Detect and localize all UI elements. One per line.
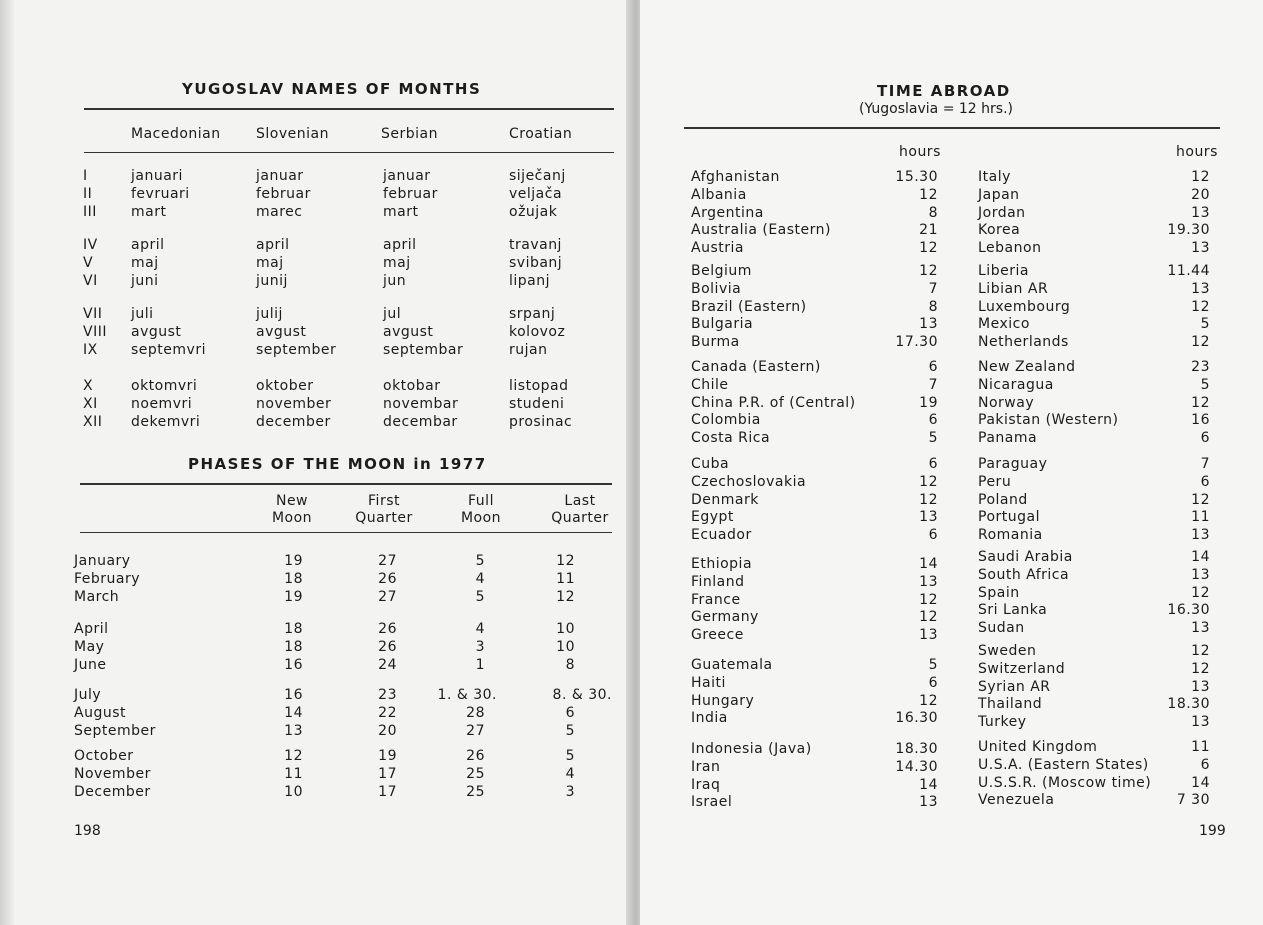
page-number-left: 198	[74, 823, 101, 839]
time-abroad-rule	[684, 127, 1220, 129]
time-value: 12	[919, 491, 938, 508]
time-value: 19.30	[1167, 222, 1210, 239]
time-value: 16.30	[895, 710, 938, 727]
time-value: 7	[1200, 456, 1210, 472]
country-name: Bolivia	[691, 280, 742, 297]
time-value: 18.30	[895, 741, 938, 757]
time-value: 6	[928, 674, 938, 691]
country-name: Sudan	[978, 620, 1025, 637]
moon-value: 17	[378, 784, 397, 800]
country-name: Syrian AR	[978, 678, 1051, 695]
time-value: 13	[1191, 280, 1210, 297]
country-name: Indonesia (Java)	[691, 741, 812, 757]
country-name: Panama	[978, 430, 1038, 447]
page-edge	[0, 0, 14, 925]
country-name: Argentina	[691, 204, 764, 221]
time-value: 13	[919, 627, 938, 644]
month-name: julij	[256, 306, 283, 322]
month-name: lipanj	[509, 273, 551, 289]
month-name: junij	[256, 273, 288, 289]
moon-month: March	[74, 589, 120, 605]
time-value: 11	[1191, 739, 1210, 755]
time-abroad-title: TIME ABROAD	[877, 82, 1011, 100]
time-value: 13	[919, 573, 938, 590]
country-name: Austria	[691, 240, 744, 257]
month-name: jun	[383, 273, 407, 289]
moon-value: 12	[284, 748, 303, 764]
time-value: 12	[919, 591, 938, 608]
moon-value: 26	[378, 571, 397, 587]
month-name: siječanj	[509, 168, 566, 184]
country-name: Turkey	[978, 714, 1027, 731]
time-value: 16.30	[1167, 602, 1210, 619]
moon-month: November	[74, 766, 151, 782]
country-name: U.S.A. (Eastern States)	[978, 756, 1149, 773]
time-value: 12	[1191, 394, 1210, 411]
moon-title-rule	[80, 483, 612, 485]
country-name: Egypt	[691, 509, 734, 526]
month-numeral: VIII	[83, 324, 107, 340]
moon-value: 24	[378, 657, 397, 673]
moon-title: PHASES OF THE MOON in 1977	[188, 455, 487, 473]
month-name: februar	[256, 186, 311, 202]
time-value: 15.30	[895, 169, 938, 185]
time-value: 5	[928, 657, 938, 673]
month-numeral: IV	[83, 237, 98, 253]
moon-header: Last	[564, 493, 596, 509]
month-name: december	[256, 414, 331, 430]
moon-value: 10	[284, 784, 303, 800]
time-value: 6	[928, 359, 938, 375]
country-name: Cuba	[691, 456, 730, 472]
moon-value: 16	[284, 687, 303, 703]
month-name: januar	[256, 168, 304, 184]
moon-value: 18	[284, 621, 303, 637]
moon-value: 13	[284, 723, 303, 739]
time-value: 12	[919, 240, 938, 257]
country-name: Korea	[978, 222, 1021, 239]
moon-value: 5	[475, 553, 485, 569]
time-value: 13	[919, 509, 938, 526]
country-name: Lebanon	[978, 240, 1042, 257]
month-name: studeni	[509, 396, 565, 412]
moon-value: 8	[565, 657, 575, 673]
moon-value: 5	[565, 748, 575, 764]
month-name: novembar	[383, 396, 459, 412]
country-name: Netherlands	[978, 334, 1069, 351]
country-name: Japan	[978, 186, 1020, 203]
hours-label-2: hours	[1176, 144, 1218, 160]
hours-label-1: hours	[899, 144, 941, 160]
moon-value: 18	[284, 639, 303, 655]
moon-value: 12	[556, 553, 575, 569]
moon-header: Moon	[271, 510, 313, 526]
country-name: Portugal	[978, 509, 1040, 526]
country-name: Colombia	[691, 412, 761, 429]
time-value: 8	[928, 204, 938, 221]
moon-value: 3	[475, 639, 485, 655]
months-header-rule	[84, 152, 614, 153]
country-name: China P.R. of (Central)	[691, 394, 856, 411]
time-value: 8	[928, 298, 938, 315]
month-name: september	[256, 342, 337, 358]
country-name: Iraq	[691, 776, 721, 793]
month-name: mart	[131, 204, 167, 220]
moon-value: 20	[378, 723, 397, 739]
moon-header: Quarter	[355, 510, 413, 526]
month-name: april	[383, 237, 417, 253]
country-name: Ecuador	[691, 527, 752, 544]
moon-value: 12	[556, 589, 575, 605]
time-value: 13	[1191, 678, 1210, 695]
country-name: Thailand	[978, 696, 1043, 713]
country-name: Libian AR	[978, 280, 1049, 297]
country-name: Switzerland	[978, 660, 1066, 677]
country-name: U.S.S.R. (Moscow time)	[978, 774, 1152, 791]
country-name: France	[691, 591, 741, 608]
month-name: juni	[131, 273, 159, 289]
months-title: YUGOSLAV NAMES OF MONTHS	[182, 80, 482, 98]
moon-header: New	[275, 493, 309, 509]
moon-value: 11	[284, 766, 303, 782]
moon-value: 19	[284, 589, 303, 605]
month-numeral: X	[83, 378, 94, 394]
country-name: Nicaragua	[978, 376, 1054, 393]
month-numeral: VI	[83, 273, 98, 289]
language-header: Croatian	[509, 126, 573, 142]
moon-value: 11	[556, 571, 575, 587]
country-name: Brazil (Eastern)	[691, 298, 807, 315]
country-name: Sweden	[978, 643, 1037, 659]
time-value: 13	[919, 316, 938, 333]
country-name: Bulgaria	[691, 316, 754, 333]
country-name: Jordan	[978, 204, 1026, 221]
moon-month: August	[74, 705, 126, 721]
moon-value: 3	[565, 784, 575, 800]
country-name: Romania	[978, 527, 1043, 544]
moon-value: 23	[378, 687, 397, 703]
moon-value: 4	[475, 621, 485, 637]
time-value: 12	[919, 263, 938, 279]
month-numeral: II	[83, 186, 93, 202]
time-value: 7	[928, 376, 938, 393]
time-value: 14.30	[895, 758, 938, 775]
country-name: Guatemala	[691, 657, 773, 673]
country-name: Haiti	[691, 674, 726, 691]
moon-month: December	[74, 784, 151, 800]
country-name: Finland	[691, 573, 745, 590]
moon-month: May	[74, 639, 105, 655]
month-name: travanj	[509, 237, 562, 253]
time-value: 12	[919, 186, 938, 203]
time-value: 6	[928, 456, 938, 472]
country-name: Czechoslovakia	[691, 473, 807, 490]
country-name: Australia (Eastern)	[691, 222, 832, 239]
time-value: 5	[1200, 376, 1210, 393]
month-name: avgust	[383, 324, 434, 340]
month-name: septembar	[383, 342, 464, 358]
time-value: 13	[1191, 714, 1210, 731]
moon-value: 19	[284, 553, 303, 569]
month-name: juli	[131, 306, 154, 322]
moon-value: 5	[565, 723, 575, 739]
month-name: listopad	[509, 378, 569, 394]
country-name: Germany	[691, 609, 759, 626]
time-value: 13	[1191, 527, 1210, 544]
moon-month: October	[74, 748, 134, 764]
country-name: Norway	[978, 394, 1035, 411]
month-name: november	[256, 396, 332, 412]
language-header: Slovenian	[256, 126, 329, 142]
country-name: Greece	[691, 627, 744, 644]
time-value: 13	[1191, 240, 1210, 257]
moon-value: 10	[556, 639, 575, 655]
moon-value: 1. & 30.	[437, 687, 497, 703]
moon-value: 17	[378, 766, 397, 782]
moon-header: Moon	[460, 510, 502, 526]
month-numeral: VII	[83, 306, 103, 322]
time-value: 11.44	[1167, 263, 1210, 279]
time-value: 17.30	[895, 334, 938, 351]
time-value: 6	[928, 527, 938, 544]
moon-value: 25	[466, 784, 485, 800]
time-value: 5	[928, 430, 938, 447]
time-abroad-subtitle: (Yugoslavia = 12 hrs.)	[859, 101, 1013, 117]
moon-value: 14	[284, 705, 303, 721]
month-name: noemvri	[131, 396, 193, 412]
country-name: Afghanistan	[691, 169, 780, 185]
moon-value: 27	[378, 553, 397, 569]
month-name: avgust	[256, 324, 307, 340]
country-name: India	[691, 710, 728, 727]
country-name: Paraguay	[978, 456, 1048, 472]
month-name: oktomvri	[131, 378, 198, 394]
moon-header-rule	[80, 532, 612, 533]
moon-value: 26	[466, 748, 485, 764]
moon-value: 1	[475, 657, 485, 673]
language-header: Macedonian	[131, 126, 221, 142]
month-name: septemvri	[131, 342, 206, 358]
country-name: Hungary	[691, 692, 755, 709]
month-name: januari	[131, 168, 183, 184]
country-name: Belgium	[691, 263, 752, 279]
month-name: veljača	[509, 186, 563, 202]
time-value: 12	[1191, 169, 1210, 185]
time-value: 12	[1191, 584, 1210, 601]
country-name: Chile	[691, 376, 729, 393]
month-name: oktober	[256, 378, 314, 394]
country-name: Luxembourg	[978, 298, 1071, 315]
month-name: februar	[383, 186, 438, 202]
country-name: Israel	[691, 794, 733, 811]
time-value: 20	[1191, 186, 1210, 203]
time-value: 12	[1191, 660, 1210, 677]
moon-month: September	[74, 723, 156, 739]
month-name: srpanj	[509, 306, 556, 322]
month-name: jul	[383, 306, 402, 322]
month-name: marec	[256, 204, 303, 220]
month-name: maj	[131, 255, 159, 271]
country-name: Italy	[978, 169, 1011, 185]
time-value: 12	[919, 692, 938, 709]
time-value: 12	[1191, 298, 1210, 315]
month-numeral: XII	[83, 414, 103, 430]
page-number-right: 199	[1199, 823, 1226, 839]
language-header: Serbian	[381, 126, 438, 142]
time-value: 13	[1191, 204, 1210, 221]
time-value: 6	[1200, 430, 1210, 447]
country-name: United Kingdom	[978, 739, 1098, 755]
country-name: Burma	[691, 334, 740, 351]
month-numeral: V	[83, 255, 94, 271]
moon-month: June	[74, 657, 107, 673]
time-value: 12	[919, 609, 938, 626]
time-value: 12	[1191, 643, 1210, 659]
moon-value: 4	[565, 766, 575, 782]
moon-value: 22	[378, 705, 397, 721]
month-name: kolovoz	[509, 324, 566, 340]
time-value: 21	[919, 222, 938, 239]
country-name: Saudi Arabia	[978, 549, 1073, 565]
moon-value: 26	[378, 639, 397, 655]
month-numeral: XI	[83, 396, 98, 412]
time-value: 5	[1200, 316, 1210, 333]
month-numeral: IX	[83, 342, 98, 358]
moon-month: April	[74, 621, 109, 637]
month-name: april	[131, 237, 165, 253]
month-name: prosinac	[509, 414, 573, 430]
country-name: Spain	[978, 584, 1020, 601]
months-title-rule	[84, 108, 614, 110]
moon-header: Full	[468, 493, 494, 509]
month-numeral: III	[83, 204, 97, 220]
moon-value: 19	[378, 748, 397, 764]
country-name: South Africa	[978, 566, 1070, 583]
time-value: 13	[1191, 566, 1210, 583]
month-numeral: I	[83, 168, 88, 184]
time-value: 7 30	[1176, 792, 1210, 809]
month-name: svibanj	[509, 255, 563, 271]
time-value: 14	[919, 776, 938, 793]
moon-value: 25	[466, 766, 485, 782]
month-name: maj	[256, 255, 284, 271]
moon-value: 26	[378, 621, 397, 637]
moon-month: February	[74, 571, 141, 587]
country-name: Canada (Eastern)	[691, 359, 821, 375]
moon-value: 4	[475, 571, 485, 587]
moon-value: 6	[565, 705, 575, 721]
right-page	[640, 0, 1263, 925]
moon-month: July	[74, 687, 102, 703]
time-value: 16	[1191, 412, 1210, 429]
time-value: 11	[1191, 509, 1210, 526]
time-value: 14	[1191, 774, 1210, 791]
moon-value: 10	[556, 621, 575, 637]
country-name: Costa Rica	[691, 430, 771, 447]
time-value: 23	[1191, 359, 1210, 375]
country-name: Pakistan (Western)	[978, 412, 1119, 429]
time-value: 12	[919, 473, 938, 490]
time-value: 18.30	[1167, 696, 1210, 713]
moon-header: Quarter	[551, 510, 609, 526]
country-name: Ethiopia	[691, 556, 753, 572]
month-name: rujan	[509, 342, 548, 358]
country-name: Poland	[978, 491, 1028, 508]
country-name: New Zealand	[978, 359, 1076, 375]
country-name: Albania	[691, 186, 747, 203]
moon-value: 28	[466, 705, 485, 721]
time-value: 6	[928, 412, 938, 429]
time-value: 7	[928, 280, 938, 297]
time-value: 6	[1200, 473, 1210, 490]
month-name: maj	[383, 255, 411, 271]
moon-value: 16	[284, 657, 303, 673]
moon-value: 8. & 30.	[552, 687, 612, 703]
moon-value: 27	[378, 589, 397, 605]
country-name: Mexico	[978, 316, 1030, 333]
country-name: Sri Lanka	[978, 602, 1048, 619]
country-name: Peru	[978, 473, 1012, 490]
country-name: Liberia	[978, 263, 1029, 279]
time-value: 12	[1191, 491, 1210, 508]
moon-value: 18	[284, 571, 303, 587]
month-name: fevruari	[131, 186, 190, 202]
moon-header: First	[368, 493, 400, 509]
country-name: Iran	[691, 758, 721, 775]
month-name: april	[256, 237, 290, 253]
moon-month: January	[74, 553, 131, 569]
month-name: dekemvri	[131, 414, 201, 430]
country-name: Denmark	[691, 491, 759, 508]
time-value: 12	[1191, 334, 1210, 351]
month-name: mart	[383, 204, 419, 220]
time-value: 19	[919, 394, 938, 411]
time-value: 14	[919, 556, 938, 572]
time-value: 14	[1191, 549, 1210, 565]
month-name: ožujak	[509, 204, 558, 220]
country-name: Venezuela	[978, 792, 1055, 809]
time-value: 13	[919, 794, 938, 811]
month-name: januar	[383, 168, 431, 184]
month-name: decembar	[383, 414, 458, 430]
moon-value: 5	[475, 589, 485, 605]
month-name: oktobar	[383, 378, 441, 394]
time-value: 13	[1191, 620, 1210, 637]
month-name: avgust	[131, 324, 182, 340]
time-value: 6	[1200, 756, 1210, 773]
moon-value: 27	[466, 723, 485, 739]
